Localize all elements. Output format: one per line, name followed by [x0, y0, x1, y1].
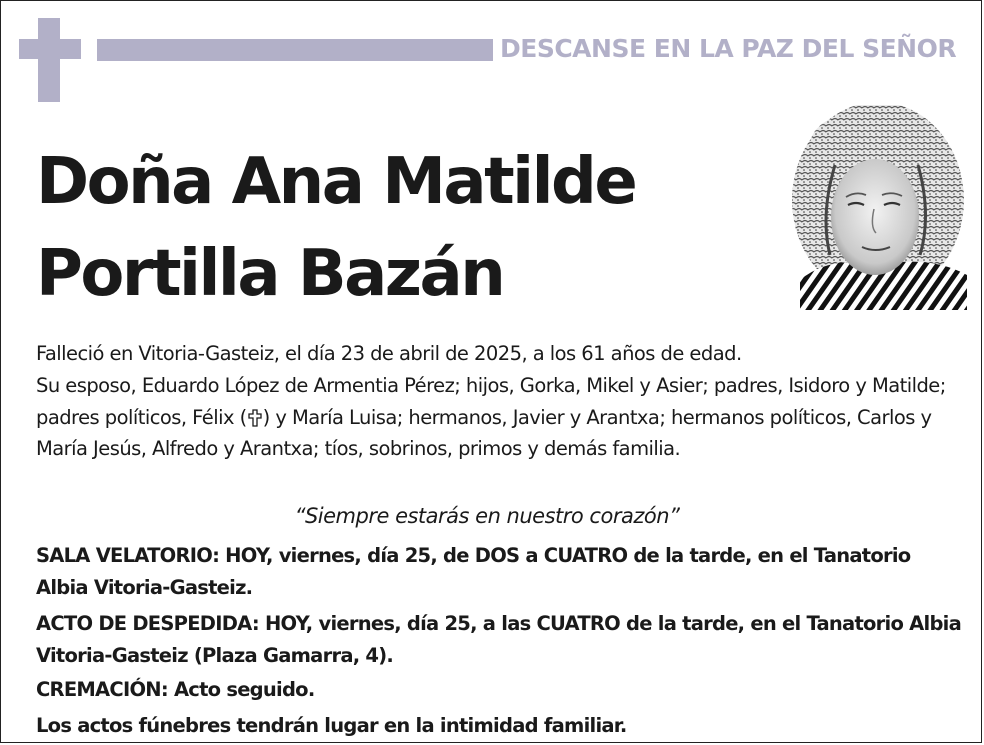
- header-motto: DESCANSE EN LA PAZ DEL SEÑOR: [500, 34, 957, 63]
- deceased-name-line1: Doña Ana Matilde: [36, 145, 636, 219]
- velatorio-info: SALA VELATORIO: HOY, viernes, día 25, de DOS a CUATRO de la tarde, en el Tanatorio Albia Vitoria-Gasteiz.: [36, 544, 911, 599]
- family-list-part2: ) y María Luisa; hermanos, Javier y Arantxa; hermanos políticos, Carlos y María Jesús, Alfredo y Arantxa; tíos, sobrinos, primos y demás familia.: [36, 405, 932, 460]
- despedida-info: ACTO DE DESPEDIDA: HOY, viernes, día 25, a las CUATRO de la tarde, en el Tanatorio Albia Vitoria-Gasteiz (Plaza Gamarra, 4).: [36, 612, 961, 667]
- death-statement: Falleció en Vitoria-Gasteiz, el día 23 de abril de 2025, a los 61 años de edad.: [36, 342, 742, 365]
- deceased-name-line2: Portilla Bazán: [36, 237, 504, 311]
- family-list-part1: Su esposo, Eduardo López de Armentia Pérez; hijos, Gorka, Mikel y Asier; padres, Isidoro y Matilde; padres políticos, Félix (: [36, 374, 946, 429]
- portrait-image: [790, 105, 967, 310]
- cremacion-info: CREMACIÓN: Acto seguido.: [36, 678, 315, 701]
- deceased-name: [36, 136, 736, 320]
- cross-icon-bar: [19, 39, 81, 59]
- deceased-cross-icon: [247, 405, 263, 423]
- header-rule: [97, 39, 493, 61]
- memorial-quote-text: “Siempre estarás en nuestro corazón”: [294, 504, 680, 528]
- portrait-photo: [790, 105, 967, 310]
- family-list: [36, 370, 966, 465]
- cross-icon: [38, 18, 60, 102]
- memorial-quote: [0, 504, 984, 528]
- intimidad-info: Los actos fúnebres tendrán lugar en la intimidad familiar.: [36, 714, 627, 737]
